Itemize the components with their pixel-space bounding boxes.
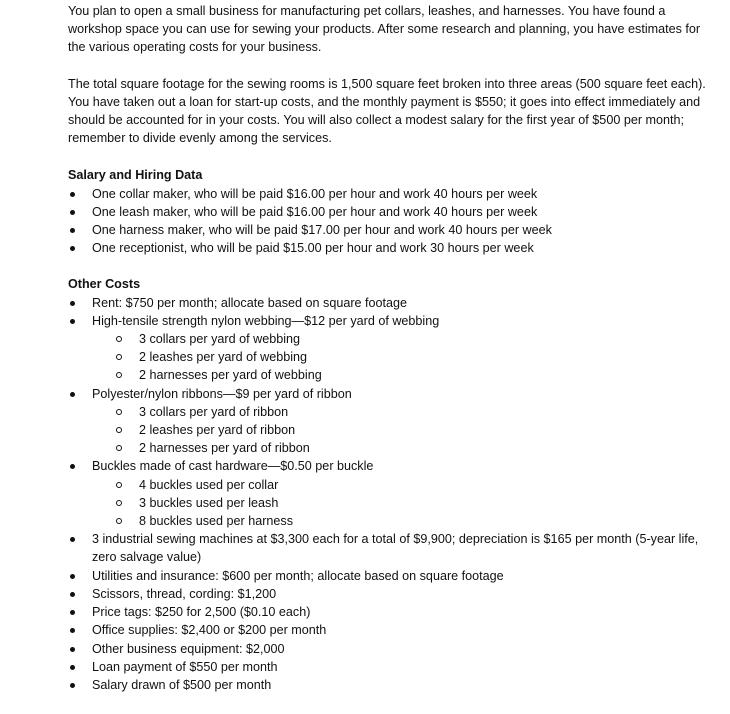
other-costs-heading: Other Costs [68,277,141,292]
list-item: 3 industrial sewing machines at $3,300 each for a total of $9,900; depreciation is $165 per month (5-year life, zero salvage value) [68,530,708,566]
sub-list [116,330,708,385]
list-item-label: Polyester/nylon ribbons—$9 per yard of ribbon [92,386,352,401]
document-body [68,2,708,694]
list-item: Loan payment of $550 per month [68,658,708,676]
list-item [68,457,708,530]
details-paragraph: The total square footage for the sewing rooms is 1,500 square feet broken into three areas (500 square feet each). You have taken out a loan for start-up costs, and the monthly payment is $550; it goes into effect immediately and should be accounted for in your costs. You will also collect a modest salary for the first year of $500 per month; remember to divide evenly among the services. [68,76,706,146]
other-costs-list [68,294,708,694]
sub-list-item: 2 leashes per yard of webbing [116,348,708,366]
sub-list-item: 3 collars per yard of webbing [116,330,708,348]
sub-list-item: 2 leashes per yard of ribbon [116,421,708,439]
list-item: Other business equipment: $2,000 [68,640,708,658]
list-item: Price tags: $250 for 2,500 ($0.10 each) [68,603,708,621]
list-item: Office supplies: $2,400 or $200 per month [68,621,708,639]
list-item: One harness maker, who will be paid $17.00 per hour and work 40 hours per week [68,221,708,239]
sub-list [116,476,708,531]
sub-list-item: 3 buckles used per leash [116,494,708,512]
sub-list-item: 4 buckles used per collar [116,476,708,494]
list-item: Utilities and insurance: $600 per month; allocate based on square footage [68,567,708,585]
list-item-label: Buckles made of cast hardware—$0.50 per buckle [92,459,374,474]
salary-heading: Salary and Hiring Data [68,168,203,183]
list-item: One leash maker, who will be paid $16.00 per hour and work 40 hours per week [68,203,708,221]
sub-list-item: 2 harnesses per yard of webbing [116,366,708,384]
salary-list [68,185,708,258]
sub-list [116,403,708,458]
list-item: Salary drawn of $500 per month [68,676,708,694]
sub-list-item: 8 buckles used per harness [116,512,708,530]
list-item: Scissors, thread, cording: $1,200 [68,585,708,603]
list-item [68,312,708,385]
intro-paragraph: You plan to open a small business for manufacturing pet collars, leashes, and harnesses. You have found a workshop space you can use for sewing your products. After some research and planning, you have estimates for the various operating costs for your business. [68,4,701,55]
list-item: One collar maker, who will be paid $16.00 per hour and work 40 hours per week [68,185,708,203]
list-item-label: High-tensile strength nylon webbing—$12 per yard of webbing [92,313,440,328]
list-item: One receptionist, who will be paid $15.00 per hour and work 30 hours per week [68,239,708,257]
list-item [68,385,708,458]
sub-list-item: 3 collars per yard of ribbon [116,403,708,421]
sub-list-item: 2 harnesses per yard of ribbon [116,439,708,457]
list-item: Rent: $750 per month; allocate based on square footage [68,294,708,312]
